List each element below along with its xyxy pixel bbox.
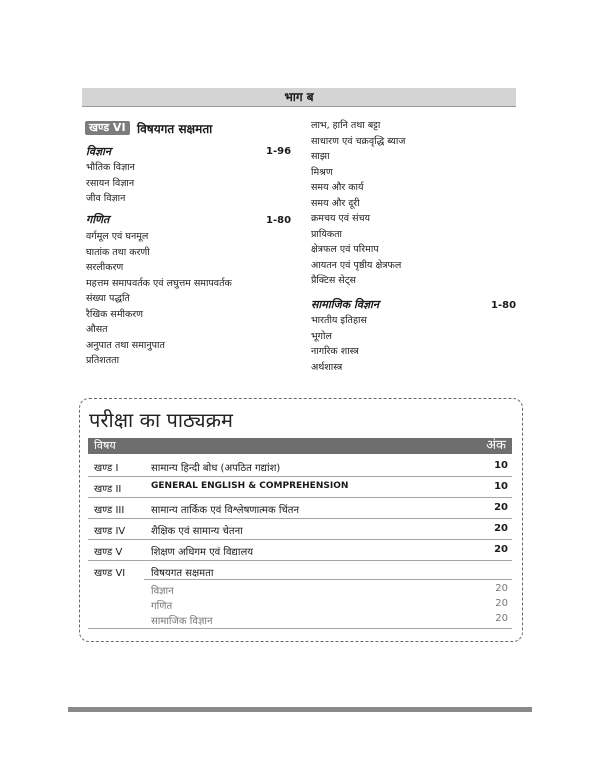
topic-item: रसायन विज्ञान <box>86 177 135 189</box>
row-subject: विषयगत सक्षमता <box>151 568 214 579</box>
subject-heading-social-science: सामाजिक विज्ञान <box>311 298 379 311</box>
topic-item: क्रमचय एवं संचय <box>311 213 371 224</box>
row-marks: 10 <box>494 481 508 492</box>
part-header: भाग ब <box>82 88 516 107</box>
row-marks: 20 <box>494 523 508 534</box>
topic-item: मिश्रण <box>311 166 333 178</box>
subject-heading-maths: गणित <box>86 213 110 226</box>
topic-item: महत्तम समापवर्तक एवं लघुत्तम समापवर्तक <box>86 277 232 289</box>
topic-item: भारतीय इतिहास <box>311 315 367 326</box>
row-marks: 20 <box>494 502 508 513</box>
sub-row-subject: गणित <box>151 601 173 612</box>
row-marks: 10 <box>494 460 508 471</box>
topic-item: आयतन एवं पृष्ठीय क्षेत्रफल <box>311 259 402 271</box>
topic-item: रैखिक समीकरण <box>86 308 144 320</box>
social-science-topic-list <box>311 313 367 375</box>
table-row <box>88 498 512 519</box>
topic-item: साधारण एवं चक्रवृद्धि ब्याज <box>311 135 406 147</box>
table-row <box>88 561 512 629</box>
row-section: खण्ड II <box>94 484 122 495</box>
syllabus-table-header <box>88 438 512 454</box>
row-section: खण्ड I <box>94 463 119 474</box>
row-section: खण्ड III <box>94 505 125 516</box>
sub-row-subject: सामाजिक विज्ञान <box>151 616 213 627</box>
subject-range-science: 1-96 <box>266 146 292 157</box>
footer-rule <box>68 707 532 712</box>
topic-item: नागरिक शास्त्र <box>311 346 359 357</box>
topic-item: सरलीकरण <box>86 262 124 273</box>
row-section: खण्ड VI <box>94 568 126 579</box>
topic-item: वर्गमूल एवं घनमूल <box>86 231 149 242</box>
row-subject: शिक्षण अधिगम एवं विद्यालय <box>151 547 254 558</box>
table-row <box>88 519 512 540</box>
maths-topic-list-continued <box>311 118 405 289</box>
topic-item: प्रतिशतता <box>86 355 120 366</box>
topic-item: अनुपात तथा समानुपात <box>86 339 165 351</box>
row-subject: सामान्य तार्किक एवं विश्लेषणात्मक चिंतन <box>151 505 300 516</box>
topic-item: भूगोल <box>311 330 332 342</box>
subject-heading-science: विज्ञान <box>86 145 111 158</box>
table-row <box>88 456 512 477</box>
row-subject: सामान्य हिन्दी बोध (अपठित गद्यांश) <box>151 463 281 474</box>
topic-item: समय और कार्य <box>311 182 364 193</box>
sub-row-marks: 20 <box>495 613 508 624</box>
column-header-subject: विषय <box>94 439 116 452</box>
topic-item: संख्या पद्धति <box>86 293 130 304</box>
sub-row-divider <box>144 579 512 580</box>
table-row <box>88 540 512 561</box>
row-section: खण्ड V <box>94 547 123 558</box>
sub-row-subject: विज्ञान <box>151 586 174 597</box>
maths-topic-list <box>86 229 232 369</box>
subject-range-social-science: 1-80 <box>491 300 517 311</box>
topic-item: घातांक तथा करणी <box>86 246 150 258</box>
sub-row-marks: 20 <box>495 598 508 609</box>
subject-range-maths: 1-80 <box>266 215 292 226</box>
column-header-marks: अंक <box>486 438 506 453</box>
section-tag: खण्ड VI <box>85 121 130 135</box>
topic-item: अर्थशास्त्र <box>311 361 343 373</box>
science-topic-list <box>86 160 135 207</box>
topic-item: प्रैक्टिस सेट्स <box>311 275 356 286</box>
row-subject: GENERAL ENGLISH & COMPREHENSION <box>151 481 349 491</box>
topic-item: साझा <box>311 151 330 162</box>
topic-item: प्रायिकता <box>311 228 343 240</box>
topic-item: औसत <box>86 324 108 335</box>
sub-row-marks: 20 <box>495 583 508 594</box>
row-subject: शैक्षिक एवं सामान्य चेतना <box>151 526 243 537</box>
topic-item: समय और दूरी <box>311 197 360 209</box>
row-section: खण्ड IV <box>94 526 126 537</box>
syllabus-title: परीक्षा का पाठ्यक्रम <box>89 408 233 432</box>
topic-item: भौतिक विज्ञान <box>86 162 135 173</box>
topic-item: क्षेत्रफल एवं परिमाप <box>311 244 379 255</box>
topic-item: जीव विज्ञान <box>86 193 126 204</box>
topic-item: लाभ, हानि तथा बट्टा <box>311 120 381 131</box>
table-row <box>88 477 512 498</box>
row-marks: 20 <box>494 544 508 555</box>
section-title: विषयगत सक्षमता <box>137 122 213 136</box>
